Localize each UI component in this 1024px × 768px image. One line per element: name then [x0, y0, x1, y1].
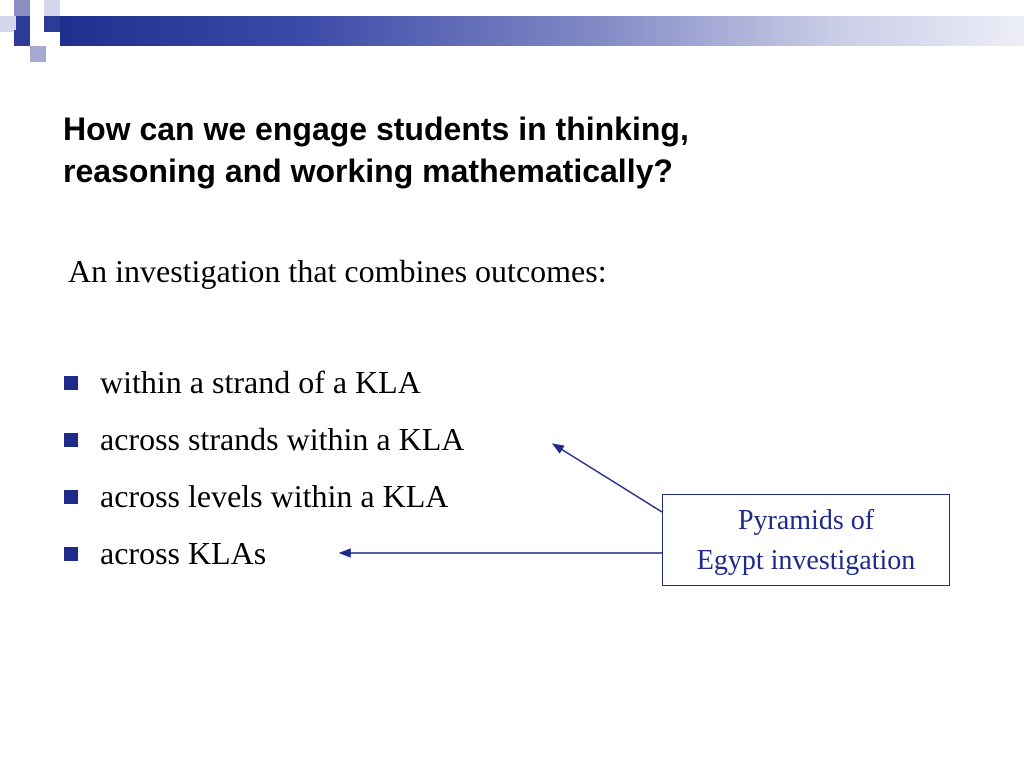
decorative-square	[44, 16, 60, 32]
callout-line-2: Egypt investigation	[696, 545, 916, 576]
square-bullet-icon	[64, 376, 78, 390]
arrow-to-strands-icon	[553, 444, 662, 512]
decorative-square	[30, 46, 46, 62]
square-bullet-icon	[64, 547, 78, 561]
intro-text: An investigation that combines outcomes:	[68, 253, 607, 289]
decorative-square	[30, 16, 44, 30]
slide-title-line-2: reasoning and working mathematically?	[63, 153, 673, 189]
callout-line-1: Pyramids of	[737, 505, 875, 536]
decorative-square	[14, 30, 30, 46]
decorative-square	[44, 0, 60, 16]
bullet-text: within a strand of a KLA	[100, 364, 421, 400]
slide-title-line-1: How can we engage students in thinking,	[63, 111, 689, 147]
bullet-text: across KLAs	[100, 535, 267, 571]
square-bullet-icon	[64, 433, 78, 447]
slide-title	[63, 108, 963, 192]
bullet-text: across strands within a KLA	[100, 421, 465, 457]
decorative-square	[14, 0, 30, 16]
square-bullet-icon	[64, 490, 78, 504]
bullet-text: across levels within a KLA	[100, 478, 449, 514]
decorative-square	[16, 16, 30, 30]
callout-box	[662, 494, 950, 586]
header-banner	[60, 16, 1024, 46]
